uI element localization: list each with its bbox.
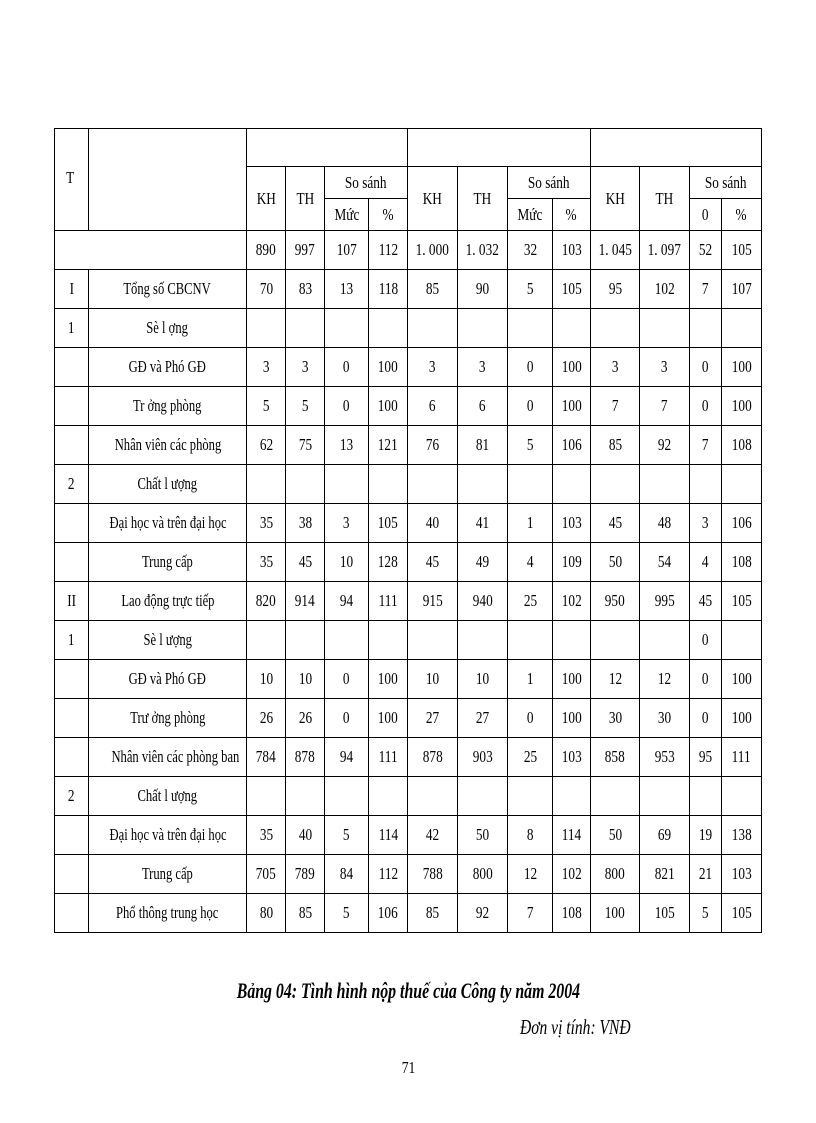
value-cell: 0 bbox=[325, 699, 369, 738]
value-cell: 25 bbox=[508, 738, 553, 777]
row-name: Chất l ượng bbox=[89, 465, 247, 504]
value-cell: 914 bbox=[286, 582, 325, 621]
table-row bbox=[55, 348, 762, 387]
value-cell: 4 bbox=[690, 543, 722, 582]
value-cell: 114 bbox=[369, 816, 408, 855]
value-cell: 94 bbox=[325, 738, 369, 777]
totals-row bbox=[55, 231, 762, 270]
value-cell: 788 bbox=[408, 855, 458, 894]
value-cell: 38 bbox=[286, 504, 325, 543]
header-th: TH bbox=[286, 167, 325, 231]
value-cell: 5 bbox=[247, 387, 286, 426]
value-cell: 800 bbox=[458, 855, 508, 894]
value-cell bbox=[325, 465, 369, 504]
value-cell: 128 bbox=[369, 543, 408, 582]
value-cell: 45 bbox=[286, 543, 325, 582]
value-cell: 1 bbox=[508, 660, 553, 699]
value-cell bbox=[591, 309, 640, 348]
value-cell bbox=[640, 465, 690, 504]
total-cell: 103 bbox=[553, 231, 591, 270]
value-cell: 105 bbox=[722, 582, 762, 621]
value-cell bbox=[408, 777, 458, 816]
table-row bbox=[55, 777, 762, 816]
value-cell: 12 bbox=[508, 855, 553, 894]
value-cell: 95 bbox=[690, 738, 722, 777]
value-cell: 35 bbox=[247, 816, 286, 855]
row-index: 2 bbox=[55, 465, 89, 504]
value-cell: 94 bbox=[325, 582, 369, 621]
header-kh: KH bbox=[247, 167, 286, 231]
header-group-1 bbox=[247, 129, 408, 167]
value-cell: 7 bbox=[690, 270, 722, 309]
value-cell: 100 bbox=[553, 699, 591, 738]
table-row bbox=[55, 504, 762, 543]
value-cell: 75 bbox=[286, 426, 325, 465]
value-cell: 3 bbox=[247, 348, 286, 387]
value-cell bbox=[553, 777, 591, 816]
value-cell: 858 bbox=[591, 738, 640, 777]
row-name: Sè l ượng bbox=[89, 621, 247, 660]
value-cell: 950 bbox=[591, 582, 640, 621]
value-cell: 915 bbox=[408, 582, 458, 621]
value-cell: 100 bbox=[553, 387, 591, 426]
value-cell: 953 bbox=[640, 738, 690, 777]
total-cell: 1. 000 bbox=[408, 231, 458, 270]
row-index bbox=[55, 504, 89, 543]
value-cell: 81 bbox=[458, 426, 508, 465]
value-cell: 3 bbox=[286, 348, 325, 387]
table-row bbox=[55, 816, 762, 855]
value-cell: 3 bbox=[325, 504, 369, 543]
value-cell: 100 bbox=[722, 348, 762, 387]
value-cell bbox=[508, 309, 553, 348]
value-cell bbox=[690, 465, 722, 504]
value-cell: 100 bbox=[722, 387, 762, 426]
header-muc: Mức bbox=[325, 199, 369, 231]
table-row bbox=[55, 309, 762, 348]
value-cell: 35 bbox=[247, 543, 286, 582]
row-index bbox=[55, 699, 89, 738]
row-index bbox=[55, 426, 89, 465]
value-cell: 940 bbox=[458, 582, 508, 621]
header-so-sanh: So sánh bbox=[690, 167, 762, 199]
value-cell: 100 bbox=[722, 699, 762, 738]
total-cell: 52 bbox=[690, 231, 722, 270]
value-cell: 995 bbox=[640, 582, 690, 621]
value-cell: 118 bbox=[369, 270, 408, 309]
row-name: Tr ởng phòng bbox=[89, 387, 247, 426]
header-th: TH bbox=[640, 167, 690, 231]
value-cell: 705 bbox=[247, 855, 286, 894]
value-cell: 62 bbox=[247, 426, 286, 465]
value-cell: 103 bbox=[553, 504, 591, 543]
page-number: 71 bbox=[401, 1058, 415, 1077]
value-cell: 108 bbox=[722, 543, 762, 582]
total-cell: 1. 097 bbox=[640, 231, 690, 270]
value-cell: 26 bbox=[286, 699, 325, 738]
total-cell: 1. 032 bbox=[458, 231, 508, 270]
value-cell: 45 bbox=[408, 543, 458, 582]
value-cell: 100 bbox=[591, 894, 640, 933]
value-cell: 95 bbox=[591, 270, 640, 309]
value-cell: 12 bbox=[591, 660, 640, 699]
row-index: 1 bbox=[55, 309, 89, 348]
row-name: Tổng số CBCNV bbox=[89, 270, 247, 309]
row-name: Nhân viên các phòng bbox=[89, 426, 247, 465]
value-cell: 0 bbox=[690, 660, 722, 699]
value-cell: 13 bbox=[325, 426, 369, 465]
value-cell: 42 bbox=[408, 816, 458, 855]
value-cell bbox=[247, 777, 286, 816]
value-cell: 10 bbox=[325, 543, 369, 582]
value-cell bbox=[640, 777, 690, 816]
row-index: II bbox=[55, 582, 89, 621]
value-cell bbox=[458, 465, 508, 504]
value-cell: 106 bbox=[369, 894, 408, 933]
value-cell: 800 bbox=[591, 855, 640, 894]
value-cell: 69 bbox=[640, 816, 690, 855]
header-so-sanh: So sánh bbox=[325, 167, 408, 199]
row-name: Nhân viên các phòng ban bbox=[89, 738, 247, 777]
row-name: Lao động trực tiếp bbox=[89, 582, 247, 621]
value-cell: 103 bbox=[553, 738, 591, 777]
value-cell bbox=[458, 621, 508, 660]
table-row bbox=[55, 270, 762, 309]
value-cell bbox=[553, 621, 591, 660]
value-cell bbox=[591, 465, 640, 504]
value-cell: 5 bbox=[325, 894, 369, 933]
header-th: TH bbox=[458, 167, 508, 231]
value-cell: 100 bbox=[553, 348, 591, 387]
value-cell: 105 bbox=[553, 270, 591, 309]
value-cell: 7 bbox=[690, 426, 722, 465]
value-cell: 12 bbox=[640, 660, 690, 699]
value-cell: 0 bbox=[325, 660, 369, 699]
header-kh: KH bbox=[591, 167, 640, 231]
total-cell: 997 bbox=[286, 231, 325, 270]
value-cell: 0 bbox=[690, 621, 722, 660]
value-cell bbox=[408, 621, 458, 660]
value-cell: 85 bbox=[408, 894, 458, 933]
value-cell bbox=[722, 777, 762, 816]
value-cell: 45 bbox=[690, 582, 722, 621]
table-row bbox=[55, 582, 762, 621]
value-cell: 102 bbox=[553, 582, 591, 621]
total-cell: 105 bbox=[722, 231, 762, 270]
value-cell: 50 bbox=[458, 816, 508, 855]
value-cell bbox=[722, 465, 762, 504]
value-cell: 26 bbox=[247, 699, 286, 738]
value-cell: 112 bbox=[369, 855, 408, 894]
row-name: Đại học và trên đại học bbox=[89, 816, 247, 855]
value-cell: 5 bbox=[508, 270, 553, 309]
row-name: GĐ và Phó GĐ bbox=[89, 348, 247, 387]
row-index bbox=[55, 816, 89, 855]
header-kh: KH bbox=[408, 167, 458, 231]
value-cell: 10 bbox=[247, 660, 286, 699]
value-cell: 105 bbox=[640, 894, 690, 933]
row-index bbox=[55, 855, 89, 894]
value-cell bbox=[553, 309, 591, 348]
total-cell: 107 bbox=[325, 231, 369, 270]
total-cell: 890 bbox=[247, 231, 286, 270]
value-cell: 30 bbox=[591, 699, 640, 738]
value-cell: 102 bbox=[640, 270, 690, 309]
value-cell: 50 bbox=[591, 816, 640, 855]
value-cell: 5 bbox=[508, 426, 553, 465]
value-cell: 54 bbox=[640, 543, 690, 582]
value-cell: 40 bbox=[286, 816, 325, 855]
value-cell bbox=[369, 465, 408, 504]
value-cell: 85 bbox=[286, 894, 325, 933]
row-index bbox=[55, 738, 89, 777]
header-pct: % bbox=[722, 199, 762, 231]
row-name: Đại học và trên đại học bbox=[89, 504, 247, 543]
header-so-sanh: So sánh bbox=[508, 167, 591, 199]
value-cell: 100 bbox=[369, 387, 408, 426]
value-cell bbox=[325, 621, 369, 660]
value-cell: 111 bbox=[369, 582, 408, 621]
table-row bbox=[55, 465, 762, 504]
row-name: Trư ởng phòng bbox=[89, 699, 247, 738]
value-cell: 84 bbox=[325, 855, 369, 894]
value-cell: 3 bbox=[458, 348, 508, 387]
value-cell: 92 bbox=[640, 426, 690, 465]
value-cell bbox=[722, 309, 762, 348]
value-cell: 108 bbox=[722, 426, 762, 465]
value-cell bbox=[286, 621, 325, 660]
header-zero: 0 bbox=[690, 199, 722, 231]
value-cell bbox=[690, 309, 722, 348]
value-cell: 4 bbox=[508, 543, 553, 582]
value-cell: 100 bbox=[369, 699, 408, 738]
row-name: Trung cấp bbox=[89, 855, 247, 894]
value-cell bbox=[369, 777, 408, 816]
value-cell: 0 bbox=[325, 348, 369, 387]
value-cell: 27 bbox=[458, 699, 508, 738]
total-cell: 112 bbox=[369, 231, 408, 270]
value-cell: 6 bbox=[458, 387, 508, 426]
value-cell: 3 bbox=[690, 504, 722, 543]
row-index: 2 bbox=[55, 777, 89, 816]
value-cell: 85 bbox=[408, 270, 458, 309]
value-cell: 121 bbox=[369, 426, 408, 465]
value-cell: 903 bbox=[458, 738, 508, 777]
value-cell: 0 bbox=[690, 699, 722, 738]
value-cell: 3 bbox=[640, 348, 690, 387]
value-cell: 76 bbox=[408, 426, 458, 465]
value-cell: 83 bbox=[286, 270, 325, 309]
value-cell: 106 bbox=[722, 504, 762, 543]
value-cell: 138 bbox=[722, 816, 762, 855]
value-cell: 0 bbox=[508, 348, 553, 387]
value-cell bbox=[325, 777, 369, 816]
value-cell: 878 bbox=[408, 738, 458, 777]
value-cell: 789 bbox=[286, 855, 325, 894]
value-cell: 6 bbox=[408, 387, 458, 426]
totals-label bbox=[55, 231, 247, 270]
value-cell: 821 bbox=[640, 855, 690, 894]
value-cell: 820 bbox=[247, 582, 286, 621]
value-cell bbox=[325, 309, 369, 348]
table-row bbox=[55, 426, 762, 465]
total-cell: 1. 045 bbox=[591, 231, 640, 270]
value-cell: 70 bbox=[247, 270, 286, 309]
value-cell: 90 bbox=[458, 270, 508, 309]
value-cell: 85 bbox=[591, 426, 640, 465]
value-cell: 48 bbox=[640, 504, 690, 543]
value-cell: 107 bbox=[722, 270, 762, 309]
header-pct: % bbox=[369, 199, 408, 231]
value-cell: 10 bbox=[408, 660, 458, 699]
table-row bbox=[55, 387, 762, 426]
value-cell bbox=[508, 465, 553, 504]
value-cell: 109 bbox=[553, 543, 591, 582]
value-cell: 111 bbox=[722, 738, 762, 777]
value-cell: 105 bbox=[722, 894, 762, 933]
value-cell: 5 bbox=[690, 894, 722, 933]
statistics-table bbox=[54, 128, 762, 933]
value-cell bbox=[640, 309, 690, 348]
header-t: T bbox=[55, 129, 89, 231]
value-cell bbox=[369, 621, 408, 660]
total-cell: 32 bbox=[508, 231, 553, 270]
value-cell: 114 bbox=[553, 816, 591, 855]
value-cell: 19 bbox=[690, 816, 722, 855]
value-cell bbox=[408, 465, 458, 504]
value-cell: 7 bbox=[591, 387, 640, 426]
value-cell: 21 bbox=[690, 855, 722, 894]
value-cell bbox=[553, 465, 591, 504]
row-name: GĐ và Phó GĐ bbox=[89, 660, 247, 699]
value-cell bbox=[458, 309, 508, 348]
value-cell bbox=[690, 777, 722, 816]
value-cell: 105 bbox=[369, 504, 408, 543]
row-index bbox=[55, 348, 89, 387]
value-cell bbox=[508, 621, 553, 660]
row-name: Chất l ượng bbox=[89, 777, 247, 816]
header-muc: Mức bbox=[508, 199, 553, 231]
row-index: I bbox=[55, 270, 89, 309]
value-cell: 1 bbox=[508, 504, 553, 543]
table-row bbox=[55, 543, 762, 582]
value-cell: 5 bbox=[286, 387, 325, 426]
currency-unit: Đơn vị tính: VNĐ bbox=[520, 1015, 631, 1039]
value-cell: 784 bbox=[247, 738, 286, 777]
value-cell bbox=[408, 309, 458, 348]
value-cell: 80 bbox=[247, 894, 286, 933]
value-cell bbox=[722, 621, 762, 660]
value-cell: 10 bbox=[286, 660, 325, 699]
row-index bbox=[55, 660, 89, 699]
value-cell: 100 bbox=[369, 660, 408, 699]
value-cell: 103 bbox=[722, 855, 762, 894]
header-group-2 bbox=[408, 129, 591, 167]
value-cell bbox=[247, 621, 286, 660]
value-cell: 878 bbox=[286, 738, 325, 777]
value-cell: 30 bbox=[640, 699, 690, 738]
value-cell: 108 bbox=[553, 894, 591, 933]
value-cell bbox=[591, 777, 640, 816]
table-row bbox=[55, 621, 762, 660]
table-row bbox=[55, 738, 762, 777]
value-cell bbox=[247, 309, 286, 348]
value-cell: 106 bbox=[553, 426, 591, 465]
value-cell: 41 bbox=[458, 504, 508, 543]
row-index bbox=[55, 894, 89, 933]
value-cell: 10 bbox=[458, 660, 508, 699]
row-index bbox=[55, 387, 89, 426]
value-cell: 35 bbox=[247, 504, 286, 543]
value-cell: 50 bbox=[591, 543, 640, 582]
value-cell: 7 bbox=[508, 894, 553, 933]
row-name: Sè l ợng bbox=[89, 309, 247, 348]
value-cell bbox=[458, 777, 508, 816]
value-cell: 0 bbox=[325, 387, 369, 426]
table-row bbox=[55, 855, 762, 894]
table-row bbox=[55, 894, 762, 933]
value-cell: 0 bbox=[508, 387, 553, 426]
value-cell: 92 bbox=[458, 894, 508, 933]
value-cell: 111 bbox=[369, 738, 408, 777]
value-cell: 40 bbox=[408, 504, 458, 543]
header-pct: % bbox=[553, 199, 591, 231]
row-name: Trung cấp bbox=[89, 543, 247, 582]
value-cell bbox=[640, 621, 690, 660]
value-cell: 27 bbox=[408, 699, 458, 738]
value-cell: 0 bbox=[690, 387, 722, 426]
value-cell: 25 bbox=[508, 582, 553, 621]
value-cell: 49 bbox=[458, 543, 508, 582]
table-caption: Bảng 04: Tình hình nộp thuế của Công ty năm 2004 bbox=[236, 978, 580, 1003]
header-name-blank bbox=[89, 129, 247, 231]
value-cell: 7 bbox=[640, 387, 690, 426]
header-group-3 bbox=[591, 129, 762, 167]
value-cell: 5 bbox=[325, 816, 369, 855]
row-index bbox=[55, 543, 89, 582]
value-cell: 0 bbox=[690, 348, 722, 387]
value-cell bbox=[286, 465, 325, 504]
value-cell: 13 bbox=[325, 270, 369, 309]
row-name: Phổ thông trung học bbox=[89, 894, 247, 933]
value-cell: 100 bbox=[553, 660, 591, 699]
value-cell bbox=[591, 621, 640, 660]
table-row bbox=[55, 699, 762, 738]
value-cell: 102 bbox=[553, 855, 591, 894]
value-cell: 0 bbox=[508, 699, 553, 738]
value-cell: 3 bbox=[591, 348, 640, 387]
value-cell: 3 bbox=[408, 348, 458, 387]
value-cell bbox=[286, 777, 325, 816]
value-cell bbox=[247, 465, 286, 504]
row-index: 1 bbox=[55, 621, 89, 660]
value-cell: 8 bbox=[508, 816, 553, 855]
value-cell: 100 bbox=[369, 348, 408, 387]
value-cell: 100 bbox=[722, 660, 762, 699]
table-row bbox=[55, 660, 762, 699]
value-cell bbox=[508, 777, 553, 816]
value-cell: 45 bbox=[591, 504, 640, 543]
value-cell bbox=[369, 309, 408, 348]
value-cell bbox=[286, 309, 325, 348]
